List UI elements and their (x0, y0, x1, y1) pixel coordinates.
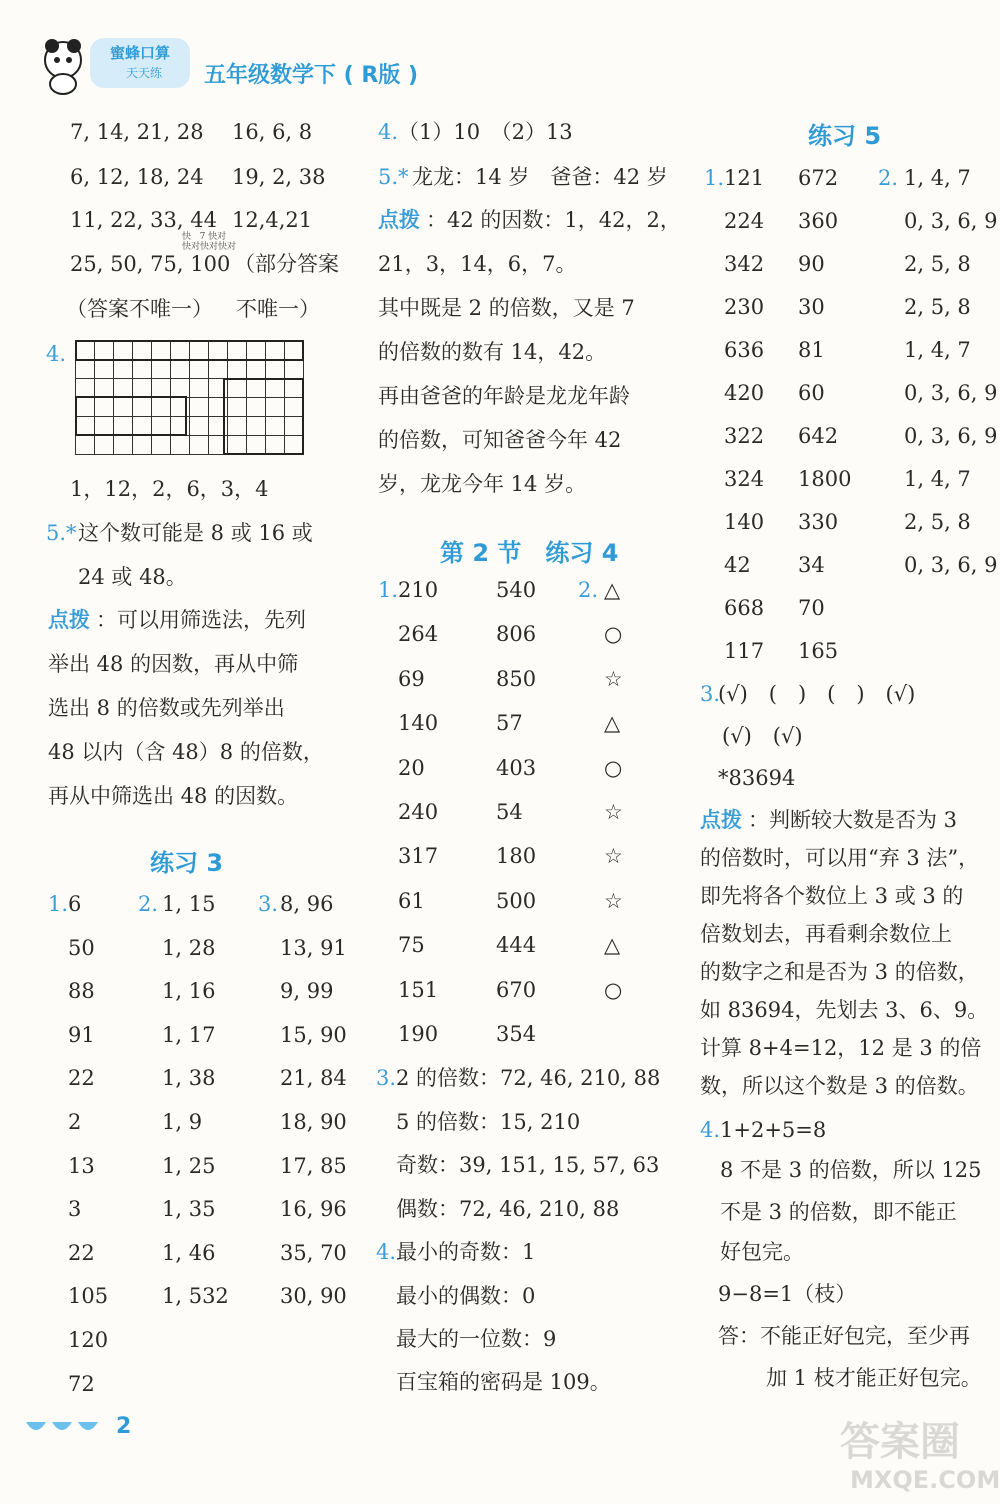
answer-text: 1，12，2，6，3，4 (70, 477, 269, 501)
answer-cell: 13, 91 (280, 935, 347, 960)
answer-text: 16, 6, 8 (232, 120, 313, 144)
answer-cell: ○ (604, 977, 623, 1002)
answer-cell: 264 (398, 622, 439, 647)
answer-cell: 0, 3, 6, 9 (904, 424, 998, 448)
answer-cell: △ (604, 711, 621, 736)
answer-column (724, 166, 764, 682)
answer-cell: ☆ (604, 799, 623, 824)
answer-cell: 1, 9 (162, 1109, 203, 1134)
answer-cell: 22 (68, 1240, 95, 1265)
answer-text: 不是 3 的倍数，即不能正 (720, 1200, 957, 1224)
answer-text: 这个数可能是 8 或 16 或 (78, 521, 313, 545)
answer-text: 最小的奇数：1 (396, 1240, 536, 1264)
answer-cell: 210 (398, 578, 439, 602)
answer-text: 奇数：39, 151, 15, 57, 63 (396, 1153, 660, 1177)
answer-cell: 8, 96 (280, 892, 334, 916)
answer-cell: 70 (798, 596, 825, 620)
answer-cell: 18, 90 (280, 1109, 347, 1134)
answer-cell: 117 (724, 639, 765, 663)
answer-cell: 0, 3, 6, 9 (904, 553, 998, 577)
answer-cell: 30, 90 (280, 1284, 347, 1309)
answer-cell: 165 (798, 639, 839, 663)
answer-cell: 317 (398, 844, 439, 869)
answer-cell: 9, 99 (280, 979, 334, 1004)
tip-label: 点拨 (700, 807, 742, 832)
tip-text: 48 以内（含 48）8 的倍数， (48, 740, 324, 764)
answer-cell: 668 (724, 596, 765, 620)
question-number: 2. (138, 892, 159, 916)
answer-cell: △ (604, 933, 621, 958)
answer-text: 偶数：72, 46, 210, 88 (396, 1197, 620, 1221)
question-number: 4. (46, 342, 67, 366)
answer-cell: 342 (724, 252, 765, 276)
answer-note: （答案不唯一） (66, 297, 213, 321)
tip-label: 点拨 (48, 607, 90, 632)
answer-cell: 61 (398, 888, 425, 913)
question-number: 3. (700, 682, 721, 706)
answer-text: *83694 (718, 766, 796, 790)
book-title: 五年级数学下 ( R版 ) (204, 63, 419, 88)
tip-text: 的倍数，可知爸爸今年 42 (378, 428, 622, 452)
question-number: 5.* (378, 165, 409, 189)
answer-cell: ☆ (604, 888, 623, 913)
answer-cell: 230 (724, 295, 765, 319)
question-number: 1. (48, 892, 69, 916)
handwriting-note: 快 7 快对 快对快对快对 (182, 232, 237, 252)
grid-rect-left (75, 396, 187, 436)
answer-cell: 806 (496, 622, 537, 647)
answer-column (496, 578, 536, 1066)
tip-text: 选出 8 的倍数或先列举出 (48, 696, 285, 720)
answer-text: 6, 12, 18, 24 (70, 165, 204, 189)
answer-cell: 15, 90 (280, 1022, 347, 1047)
answer-text: 9−8=1（枝） (718, 1282, 857, 1306)
answer-cell: 57 (496, 711, 523, 736)
answer-cell: 121 (724, 166, 765, 190)
answer-cell: 420 (724, 381, 765, 405)
answer-note: 不唯一） (236, 297, 320, 321)
grid-rect-right (223, 378, 304, 455)
answer-cell: △ (604, 578, 621, 602)
answer-text: (√) (√) (722, 724, 803, 748)
question-number: 4. (376, 1240, 397, 1264)
answer-cell: 60 (798, 381, 825, 405)
answer-cell: 224 (724, 209, 765, 233)
answer-cell: 34 (798, 553, 825, 577)
answer-column (398, 578, 438, 1066)
answer-column (68, 892, 108, 1415)
watermark-logo: 答案圈 (840, 1419, 960, 1465)
answer-cell: 35, 70 (280, 1240, 347, 1265)
answer-cell: 140 (398, 711, 439, 736)
tip-label: 点拨 (378, 207, 420, 232)
logo-text: 蜜蜂口算 (110, 44, 171, 62)
answer-cell: 54 (496, 799, 523, 824)
tip-text: 数，所以这个数是 3 的倍数。 (700, 1074, 979, 1098)
answer-cell: 13 (68, 1153, 95, 1178)
answer-cell: 1, 28 (162, 935, 216, 960)
tip-text: 的数字之和是否为 3 的倍数， (700, 960, 979, 984)
answer-cell: 75 (398, 933, 425, 958)
answer-cell: 21, 84 (280, 1066, 347, 1091)
answer-cell: 403 (496, 755, 537, 780)
answer-column (162, 892, 229, 1328)
answer-cell: 30 (798, 295, 825, 319)
question-number: 2. (878, 166, 899, 190)
answer-cell: 240 (398, 799, 439, 824)
question-number: 3. (258, 892, 279, 916)
answer-cell: 540 (496, 578, 537, 602)
answer-column (280, 892, 347, 1328)
answer-cell: 1, 46 (162, 1240, 216, 1265)
question-number: 1. (378, 578, 399, 602)
watermark-url: MXQE.COM (850, 1466, 1000, 1494)
answer-text: （1）10 （2）13 (398, 120, 573, 144)
answer-text: 加 1 枝才能正好包完。 (766, 1366, 982, 1390)
answer-cell: 88 (68, 979, 95, 1004)
answer-text: 最小的偶数：0 (396, 1284, 536, 1308)
answer-text: 7, 14, 21, 28 (70, 120, 204, 144)
tip-text: ：判断较大数是否为 3 (748, 808, 958, 832)
answer-cell: 1, 35 (162, 1197, 216, 1222)
answer-text: 1+2+5=8 (720, 1118, 827, 1142)
answer-text: 25, 50, 75, 100 (70, 252, 231, 276)
answer-cell: 444 (496, 933, 537, 958)
answer-cell: 2 (68, 1109, 82, 1134)
footer-decoration-icon (24, 1418, 104, 1444)
answer-cell: 1, 15 (162, 892, 216, 916)
answer-cell: 42 (724, 553, 751, 577)
answer-cell: 1, 4, 7 (904, 338, 971, 362)
answer-cell: 642 (798, 424, 839, 448)
answer-cell: 1, 4, 7 (904, 166, 971, 190)
tip-text: 倍数划去，再看剩余数位上 (700, 922, 952, 946)
answer-text: 5 的倍数：15, 210 (396, 1110, 581, 1134)
answer-cell: 90 (798, 252, 825, 276)
answer-cell: ○ (604, 755, 623, 780)
answer-cell: ☆ (604, 844, 623, 869)
logo-subtext: 天天练 (126, 66, 163, 80)
answer-cell: 22 (68, 1066, 95, 1091)
answer-text: 答：不能正好包完，至少再 (718, 1324, 970, 1348)
answer-cell: 850 (496, 666, 537, 691)
question-number: 4. (700, 1118, 721, 1142)
question-number: 4. (378, 120, 399, 144)
answer-cell: 72 (68, 1371, 95, 1396)
page-number: 2 (116, 1414, 132, 1439)
tip-text: ：42 的因数：1，42，2， (426, 208, 681, 232)
answer-column (798, 166, 851, 682)
answer-note: （部分答案 (234, 252, 339, 276)
answer-cell: 1, 532 (162, 1284, 229, 1309)
answer-cell: 1, 38 (162, 1066, 216, 1091)
question-number: 5.* (46, 521, 77, 545)
answer-cell: 324 (724, 467, 765, 491)
answer-cell: 16, 96 (280, 1197, 347, 1222)
answer-cell: 120 (68, 1327, 109, 1352)
answer-cell: 180 (496, 844, 537, 869)
answer-cell: 2, 5, 8 (904, 295, 971, 319)
answer-text: 11, 22, 33, 44 (70, 208, 217, 232)
question-number: 1. (704, 166, 725, 190)
tip-text: 其中既是 2 的倍数，又是 7 (378, 296, 635, 320)
answer-cell: 69 (398, 666, 425, 691)
answer-cell: 1, 25 (162, 1153, 216, 1178)
answer-cell: 91 (68, 1022, 95, 1047)
grid-rect-top (75, 340, 304, 361)
tip-text: 如 83694，先划去 3、6、9。 (700, 998, 989, 1022)
tip-text: 岁，龙龙今年 14 岁。 (378, 472, 587, 496)
answer-cell: ○ (604, 622, 623, 647)
answer-cell: 360 (798, 209, 839, 233)
answer-cell: 670 (496, 977, 537, 1002)
answer-cell: 1, 4, 7 (904, 467, 971, 491)
answer-cell: 354 (496, 1021, 537, 1046)
answer-cell: 20 (398, 755, 425, 780)
section-title: 第 2 节 练习 4 (440, 539, 619, 567)
answer-text: (√) ( ) ( ) (√) (718, 682, 916, 706)
answer-cell: 3 (68, 1197, 82, 1222)
answer-cell: 17, 85 (280, 1153, 347, 1178)
answer-cell: 322 (724, 424, 765, 448)
section-title: 练习 3 (150, 849, 224, 877)
answer-cell: 500 (496, 888, 537, 913)
question-number: 3. (376, 1066, 397, 1090)
answer-cell: 140 (724, 510, 765, 534)
answer-cell: 1, 16 (162, 979, 216, 1004)
answer-cell: 1, 17 (162, 1022, 216, 1047)
section-title: 练习 5 (808, 122, 882, 150)
tip-text: 举出 48 的因数，再从中筛 (48, 652, 299, 676)
answer-cell: 672 (798, 166, 839, 190)
tip-text: 的倍数的数有 14，42。 (378, 340, 607, 364)
answer-text: 2 的倍数：72, 46, 210, 88 (396, 1066, 661, 1090)
tip-text: 再由爸爸的年龄是龙龙年龄 (378, 384, 630, 408)
answer-cell: 105 (68, 1284, 109, 1309)
answer-cell: 0, 3, 6, 9 (904, 209, 998, 233)
answer-cell: 2, 5, 8 (904, 510, 971, 534)
answer-cell: 330 (798, 510, 839, 534)
answer-cell: 6 (68, 892, 82, 916)
answer-cell: 636 (724, 338, 765, 362)
answer-cell: 151 (398, 977, 439, 1002)
answer-text: 19, 2, 38 (232, 165, 326, 189)
answer-cell: 0, 3, 6, 9 (904, 381, 998, 405)
tip-text: 即先将各个数位上 3 或 3 的 (700, 884, 964, 908)
tip-text: ：可以用筛选法，先列 (96, 608, 306, 632)
answer-text: 好包完。 (720, 1240, 804, 1264)
answer-cell: 2, 5, 8 (904, 252, 971, 276)
answer-text: 24 或 48。 (78, 565, 187, 589)
answer-cell: ☆ (604, 666, 623, 691)
answer-column (904, 166, 998, 596)
tip-text: 21，3，14，6，7。 (378, 252, 577, 276)
answer-cell: 50 (68, 935, 95, 960)
answer-text: 百宝箱的密码是 109。 (396, 1370, 611, 1394)
answer-text: 最大的一位数：9 (396, 1327, 557, 1351)
answer-cell: 1800 (798, 467, 852, 491)
answer-text: 龙龙：14 岁 爸爸：42 岁 (412, 165, 668, 189)
tip-text: 的倍数时，可以用“弃 3 法”， (700, 846, 980, 870)
answer-text: 8 不是 3 的倍数，所以 125 (720, 1158, 982, 1182)
symbol-column (604, 578, 623, 1022)
mascot-icon (38, 36, 88, 96)
answer-text: 12,4,21 (232, 208, 313, 232)
tip-text: 再从中筛选出 48 的因数。 (48, 784, 299, 808)
tip-text: 计算 8+4=12，12 是 3 的倍 (700, 1036, 982, 1060)
answer-cell: 81 (798, 338, 825, 362)
answer-cell: 190 (398, 1021, 439, 1046)
question-number: 2. (578, 578, 599, 602)
